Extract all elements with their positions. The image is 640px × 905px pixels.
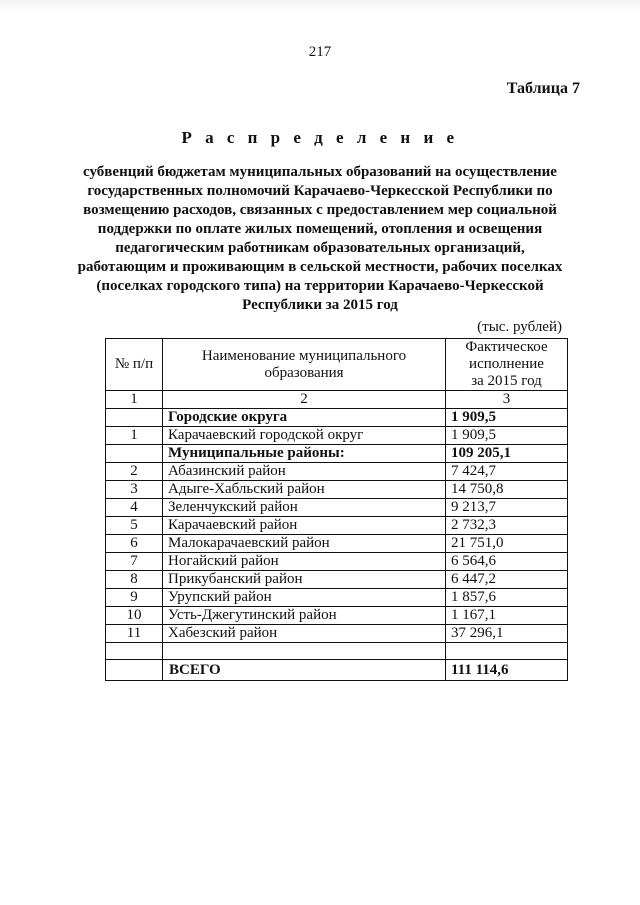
- header-value-line: за 2015 год: [471, 373, 542, 389]
- row-value: 6 564,6: [446, 553, 568, 571]
- group-name: Городские округа: [163, 409, 446, 427]
- row-name: Ногайский район: [163, 553, 446, 571]
- row-value: 2 732,3: [446, 517, 568, 535]
- table-row: [106, 589, 568, 607]
- row-number: 1: [106, 427, 163, 445]
- row-number: 11: [106, 625, 163, 643]
- total-value: 111 114,6: [446, 660, 568, 681]
- header-name-line: Наименование муниципального: [201, 347, 407, 364]
- row-name: Хабезский район: [163, 625, 446, 643]
- row-value: 1 857,6: [446, 589, 568, 607]
- header-value-line: Фактическое: [465, 339, 548, 355]
- column-number-row: [106, 391, 568, 409]
- table-row: [106, 571, 568, 589]
- group-row-municipal-districts: [106, 445, 568, 463]
- subtitle-line: работающим и проживающим в сельской местности, рабочих поселках: [77, 259, 563, 275]
- subtitle-line: возмещению расходов, связанных с предоставлением мер социальной: [83, 202, 557, 218]
- subtitle-line: государственных полномочий Карачаево-Черкесской Республики по: [87, 183, 553, 199]
- document-title: Р а с п р е д е л е н и е: [181, 128, 459, 147]
- total-number: [106, 660, 163, 681]
- header-name-line: образования: [264, 364, 344, 381]
- group-value: 1 909,5: [446, 409, 568, 427]
- page-number: 217: [308, 44, 332, 60]
- empty-cell: [106, 643, 163, 660]
- table-row: [106, 535, 568, 553]
- row-number: 4: [106, 499, 163, 517]
- row-number: 6: [106, 535, 163, 553]
- table-header-row: [106, 339, 568, 391]
- header-value-line: исполнение: [469, 356, 544, 372]
- row-name: Карачаевский район: [163, 517, 446, 535]
- row-number: 5: [106, 517, 163, 535]
- row-name: Абазинский район: [163, 463, 446, 481]
- table-row: [106, 607, 568, 625]
- header-value: [446, 339, 568, 391]
- row-value: 1 167,1: [446, 607, 568, 625]
- scan-edge: [0, 0, 640, 12]
- subtitle-line: субвенций бюджетам муниципальных образований на осуществление: [83, 164, 557, 180]
- table-row: [106, 517, 568, 535]
- distribution-table: [105, 338, 568, 681]
- row-name: Карачаевский городской округ: [163, 427, 446, 445]
- subtitle-line: (поселках городского типа) на территории Карачаево-Черкесской: [96, 278, 544, 294]
- group-name: Муниципальные районы:: [163, 445, 446, 463]
- total-label: ВСЕГО: [163, 660, 446, 681]
- empty-row: [106, 643, 568, 660]
- row-number: 2: [106, 463, 163, 481]
- row-value: 7 424,7: [446, 463, 568, 481]
- subtitle-line: поддержки по оплате жилых помещений, отопления и освещения: [97, 221, 543, 237]
- column-number: 3: [446, 391, 568, 409]
- row-number: 3: [106, 481, 163, 499]
- group-value: 109 205,1: [446, 445, 568, 463]
- group-number: [106, 445, 163, 463]
- row-name: Зеленчукский район: [163, 499, 446, 517]
- row-value: 37 296,1: [446, 625, 568, 643]
- row-value: 21 751,0: [446, 535, 568, 553]
- empty-cell: [163, 643, 446, 660]
- row-name: Адыге-Хабльский район: [163, 481, 446, 499]
- subtitle-line: педагогическим работникам образовательных организаций,: [115, 240, 525, 256]
- row-name: Усть-Джегутинский район: [163, 607, 446, 625]
- row-value: 14 750,8: [446, 481, 568, 499]
- row-name: Прикубанский район: [163, 571, 446, 589]
- header-name: [163, 339, 446, 391]
- row-value: 6 447,2: [446, 571, 568, 589]
- table-row: [106, 553, 568, 571]
- row-number: 8: [106, 571, 163, 589]
- table-row: [106, 463, 568, 481]
- row-value: 1 909,5: [446, 427, 568, 445]
- row-number: 7: [106, 553, 163, 571]
- table-row: [106, 499, 568, 517]
- empty-cell: [446, 643, 568, 660]
- header-number: № п/п: [106, 339, 163, 391]
- row-value: 9 213,7: [446, 499, 568, 517]
- table-label: Таблица 7: [506, 80, 580, 97]
- column-number: 2: [163, 391, 446, 409]
- document-subtitle: [70, 163, 570, 315]
- total-row: [106, 660, 568, 681]
- row-number: 9: [106, 589, 163, 607]
- units-label: (тыс. рублей): [477, 319, 562, 335]
- row-number: 10: [106, 607, 163, 625]
- group-number: [106, 409, 163, 427]
- subtitle-line: Республики за 2015 год: [242, 297, 398, 313]
- table-row: [106, 427, 568, 445]
- table-row: [106, 625, 568, 643]
- row-name: Малокарачаевский район: [163, 535, 446, 553]
- row-name: Урупский район: [163, 589, 446, 607]
- table-row: [106, 481, 568, 499]
- group-row-urban-districts: [106, 409, 568, 427]
- column-number: 1: [106, 391, 163, 409]
